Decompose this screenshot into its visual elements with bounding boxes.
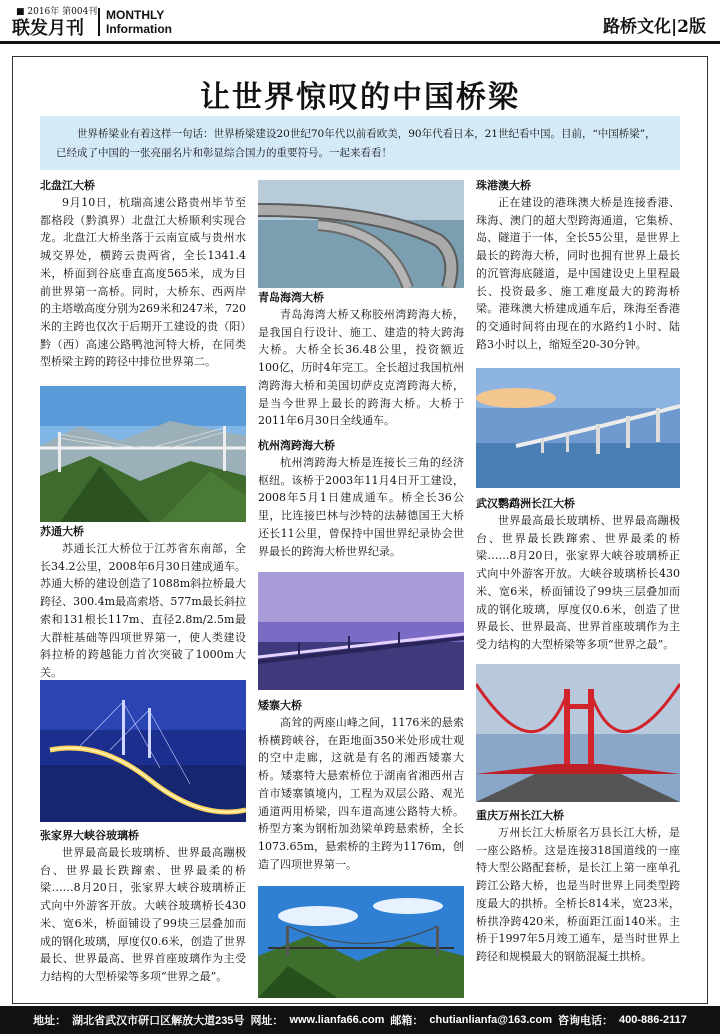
article-qingdao — [258, 290, 464, 430]
article-title: 矮寨大桥 — [258, 699, 302, 712]
intro-box: 世界桥梁业有着这样一句话：世界桥梁建设20世纪70年代以前看欧美，90年代看日本，21世纪看中国。目前，“中国桥梁”，已经成了中国的一张亮丽名片和彰显综合国力的重要符号。一起来看看！ — [40, 116, 680, 170]
email-link[interactable]: chutianlianfa@163.com — [429, 1014, 553, 1026]
website-label: 网址： — [250, 1015, 284, 1027]
photo-gangzhuao-bridge — [476, 368, 680, 488]
page-footer — [0, 1006, 720, 1034]
photo-yingwuzhou-bridge — [476, 664, 680, 802]
article-body: 万州长江大桥原名万县长江大桥，是一座公路桥。这是连接318国道线的一座特大型公路配套桥，是长江上第一座单孔跨江公路大桥，也是当时世界上同类型跨度最大的拱桥。全桥长814米，宽23米，桥拱净跨420米，桥面距江面140米。主桥于1997年5月竣工通车，是当时世界上跨径和规模最大的钢筋混凝土拱桥。 — [476, 826, 680, 963]
article-body: 世界最高最长玻璃桥、世界最高蹦极台、世界最长跌蹿索、世界最柔的桥梁……8月20日，张家界大峡谷玻璃桥正式向中外游客开放。大峡谷玻璃桥长430米、宽6米，桥面铺设了99块三层叠加而成的钢化玻璃，厚度仅0.6米，创造了世界最长、世界最高、世界首座玻璃作为主受力结构的大型桥梁等多项“世界之最”。 — [476, 514, 680, 651]
header-divider — [98, 8, 100, 36]
article-body: 高耸的两座山峰之间，1176米的悬索桥横跨峡谷，在距地面350米处形成壮观的空中走廊，这就是有名的湘西矮寨大桥。矮寨特大悬索桥位于湖南省湘西州吉首市矮寨镇境内，工程为双层公路、观光通道两用桥梁，四车道高速公路特大桥。桥型方案为钢桁加劲梁单跨悬索桥，全长1073.65m，悬索桥的主跨为1176m，创造了四项世界第一。 — [258, 716, 464, 871]
page-header — [0, 0, 720, 44]
article-title: 北盘江大桥 — [40, 179, 95, 192]
article-body: 世界最高最长玻璃桥、世界最高蹦极台、世界最长跌蹿索、世界最柔的桥梁……8月20日，张家界大峡谷玻璃桥正式向中外游客开放。大峡谷玻璃桥长430米、宽6米，桥面铺设了99块三层叠加而成的钢化玻璃，厚度仅0.6米，创造了世界最长、世界最高、世界首座玻璃作为主受力结构的大型桥梁等多项“世界之最”。 — [40, 846, 246, 983]
photo-aizhai-bridge — [258, 886, 464, 998]
page-title: 让世界惊叹的中国桥梁 — [200, 80, 520, 115]
article-body: 9月10日，杭瑞高速公路贵州毕节至都格段（黔滇界）北盘江大桥顺利实现合龙。北盘江大桥坐落于云南宣威与贵州水城交界处，横跨云贵两省，全长1341.4米，桥面到谷底垂直高度565米，成为目前世界第一高桥。同时，大桥东、西两岸的主塔墩高度分别为269米和247米，720米的主跨也仅次于后期开工建设的贵（阳）黔（西）高速公路鸭池河特大桥，在同类型桥梁主跨的跨径中排位世界第二。 — [40, 196, 246, 369]
article-title: 杭州湾跨海大桥 — [258, 439, 335, 452]
article-aizhai — [258, 698, 464, 873]
photo-qingdao-bridge — [258, 180, 464, 288]
article-yingwuzhou — [476, 496, 680, 654]
article-wanzhou — [476, 808, 680, 966]
website-link[interactable]: www.lianfa66.com — [289, 1014, 385, 1026]
article-zhangjiajie — [40, 828, 246, 986]
article-hangzhouwan — [258, 438, 464, 560]
email-label: 邮箱： — [390, 1015, 424, 1027]
publication-en-line2: Information — [106, 22, 172, 36]
publication-name: 联发月刊 — [12, 18, 84, 39]
article-body: 苏通长江大桥位于江苏省东南部，全长34.2公里，2008年6月30日建成通车。苏通大桥的建设创造了1088m斜拉桥最大跨径、300.4m最高索塔、577m最长斜拉索和131根长117m、直径2.8m/2.5m最大群桩基础等四项世界第一，使人类建设斜拉桥的跨越能力首次突破了1000m大关。 — [40, 542, 246, 679]
phone-value: 400-886-2117 — [619, 1014, 687, 1026]
photo-sutong-bridge — [40, 680, 246, 822]
phone-label: 咨询电话： — [558, 1015, 614, 1027]
article-title: 苏通大桥 — [40, 525, 84, 538]
article-beipanjiang — [40, 178, 246, 371]
issue-number: ■ 2016年 第004刊 — [16, 7, 98, 17]
article-title: 重庆万州长江大桥 — [476, 809, 564, 822]
address-value: 湖北省武汉市研口区解放大道235号 — [72, 1015, 245, 1027]
section-label: 路桥文化|2版 — [602, 17, 706, 37]
article-gangzhuao — [476, 178, 680, 353]
article-body: 青岛海湾大桥又称胶州湾跨海大桥，是我国自行设计、施工、建造的特大跨海大桥。大桥全长36.48公里，投资额近100亿，历时4年完工。全长超过我国杭州湾跨海大桥和美国切萨皮克湾跨海大桥，是当今世界上最长的跨海大桥。大桥于2011年6月30日全线通车。 — [258, 308, 464, 428]
photo-beipanjiang-bridge — [40, 386, 246, 522]
article-body: 杭州湾跨海大桥是连接长三角的经济枢纽。该桥于2003年11月4日开工建设，2008年5月1日建成通车。桥全长36公里，比连接巴林与沙特的法赫德国王大桥还长11公里，曾保持中国世界纪录协会世界最长的跨海大桥世界纪录。 — [258, 456, 464, 558]
article-title: 青岛海湾大桥 — [258, 291, 324, 304]
article-title: 武汉鹦鹉洲长江大桥 — [476, 497, 575, 510]
article-title: 张家界大峡谷玻璃桥 — [40, 829, 139, 842]
address-label: 地址： — [33, 1015, 67, 1027]
photo-hangzhouwan-bridge — [258, 572, 464, 690]
article-sutong — [40, 524, 246, 682]
article-title: 珠港澳大桥 — [476, 179, 531, 192]
publication-en-line1: MONTHLY — [106, 8, 165, 22]
article-body: 正在建设的港珠澳大桥是连接香港、珠海、澳门的超大型跨海通道，它集桥、岛、隧道于一体，全长55公里，是世界上最长的跨海大桥，同时也拥有世界上最长的沉管海底隧道，是中国建设史上里程最长、投资最多、施工难度最大的跨海桥梁。港珠澳大桥建成通车后，珠海至香港的交通时间将由现在的水路约1小时、陆路3小时以上，缩短至20-30分钟。 — [476, 196, 680, 351]
